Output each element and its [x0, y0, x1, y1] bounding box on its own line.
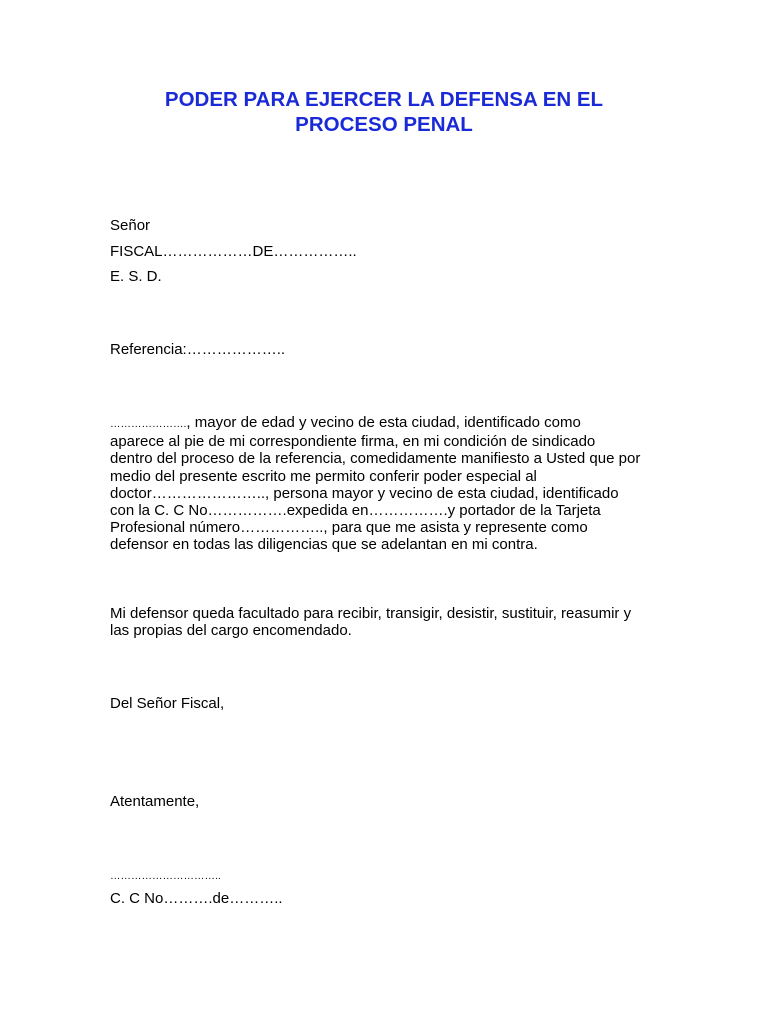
faculties-paragraph: [110, 605, 670, 639]
esd-line: E. S. D.: [110, 268, 162, 285]
atentamente: Atentamente,: [110, 793, 200, 810]
faculties-line-1: Mi defensor queda facultado para recibir, transigir, desistir, sustituir, reasumir y: [110, 605, 632, 622]
body-line-1: [110, 414, 670, 433]
body-line-6: con la C. C No…………….expedida en…………….y portador de la Tarjeta: [110, 502, 601, 520]
body-line-2: aparece al pie de mi correspondiente firma, en mi condición de sindicado: [110, 433, 596, 451]
body-line-4: medio del presente escrito me permito conferir poder especial al: [110, 467, 537, 485]
title-line-1: PODER PARA EJERCER LA DEFENSA EN EL: [164, 88, 604, 111]
name-placeholder-dots: ………………….: [110, 418, 187, 430]
salutation: Señor: [110, 217, 151, 234]
body-line-7: Profesional número…………….., para que me asista y represente como: [110, 519, 588, 537]
body-line-5: doctor………………….., persona mayor y vecino de esta ciudad, identificado: [110, 484, 619, 502]
body-line-3: dentro del proceso de la referencia, comedidamente manifiesto a Usted que por: [110, 450, 641, 468]
body-paragraph: [110, 414, 670, 554]
title-line-2: PROCESO PENAL: [295, 113, 473, 136]
document-title: [84, 87, 684, 137]
body-line-1-text: , mayor de edad y vecino de esta ciudad, identificado como: [186, 414, 581, 431]
referencia-line: Referencia:………………..: [110, 341, 286, 358]
signature-dots: …………………………..: [110, 870, 221, 882]
faculties-line-2: las propias del cargo encomendado.: [110, 622, 352, 640]
del-senor-fiscal: Del Señor Fiscal,: [110, 695, 225, 712]
signature-cc-line: C. C No……….de………..: [110, 890, 283, 907]
fiscal-line: FISCAL………………DE……………..: [110, 243, 357, 260]
body-line-8: defensor en todas las diligencias que se adelantan en mi contra.: [110, 536, 538, 554]
